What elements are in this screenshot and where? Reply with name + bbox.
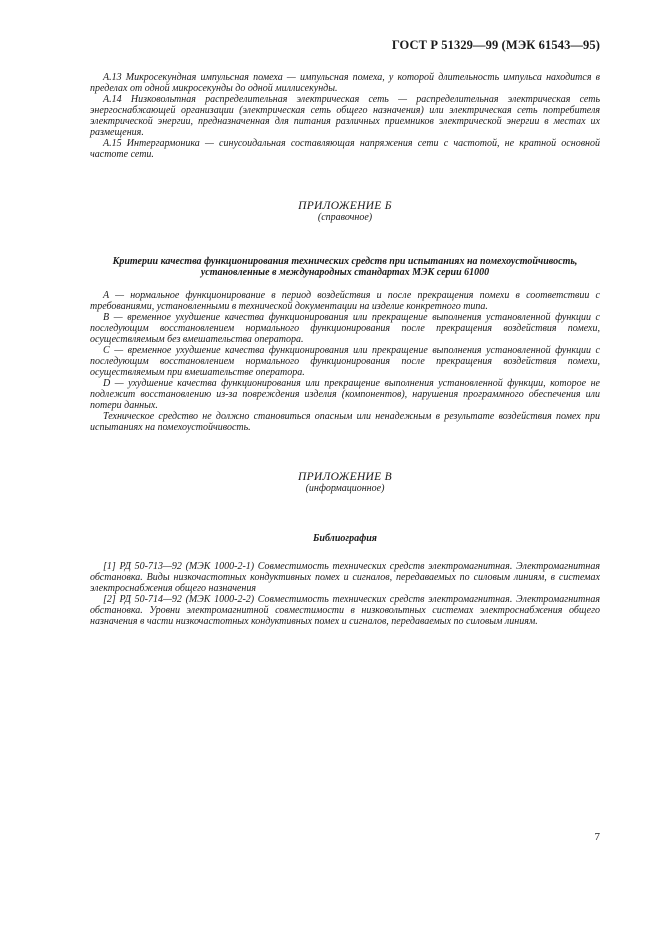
bibliography-block [90,561,600,627]
document-code-header: ГОСТ Р 51329—99 (МЭК 61543—95) [391,38,600,52]
definition-a14: A.14 Низковольтная распределительная электрическая сеть — распределительная электрическая сеть энергоснабжающей организации (электрическая сеть общего назначения) или электрическая сеть потребителя электрической энергии, предназначенная для питания различных приемников электрической энергии в местах их размещения. [90,94,600,138]
reference-1: [1] РД 50-713—92 (МЭК 1000-2-1) Совместимость технических средств электромагнитная. Электромагнитная обстановка. Виды низкочастотных кондуктивных помех и сигналов, передаваемых по силовым линиям, в системах электроснабжения общего назначения [90,561,600,594]
page-number: 7 [594,831,600,843]
appendix-b-title: ПРИЛОЖЕНИЕ Б [298,200,392,212]
bibliography-heading: Библиография [313,533,377,544]
criterion-d: D — ухудшение качества функционирования или прекращение выполнения установленной функции, которое не подлежит восстановлению из-за повреждения изделия (компонентов), нарушения программного обеспечения или потери данных. [90,378,600,411]
reference-2: [2] РД 50-714—92 (МЭК 1000-2-2) Совместимость технических средств электромагнитная. Электромагнитная обстановка. Уровни электромагнитной совместимости в низковольтных системах электроснабжения общего назначения в части низкочастотных кондуктивных помех и сигналов, передаваемых по силовым линиям. [90,594,600,627]
definition-a15: A.15 Интергармоника — синусоидальная составляющая напряжения сети с частотой, не кратной основной частоте сети. [90,138,600,160]
definitions-block [90,72,600,160]
criterion-c: C — временное ухудшение качества функционирования или прекращение выполнения установленной функции с последующим восстановлением нормального функционирования после прекращения воздействия помехи, осуществляемым при вмешательстве оператора. [90,345,600,378]
definition-a13: A.13 Микросекундная импульсная помеха — импульсная помеха, у которой длительность импульса находится в пределах от одной микросекунды до одной миллисекунды. [90,72,600,94]
criterion-a: A — нормальное функционирование в период воздействия и после прекращения помехи в соответствии с требованиями, установленными в технической документации на изделие конкретного типа. [90,290,600,312]
appendix-v-subtitle: (информационное) [305,483,385,494]
criteria-block [90,290,600,433]
appendix-v-title: ПРИЛОЖЕНИЕ В [298,471,392,483]
criterion-b: B — временное ухудшение качества функционирования или прекращение выполнения установленной функции с последующим восстановлением нормального функционирования после прекращения воздействия помехи, осуществляемым без вмешательства оператора. [90,312,600,345]
criteria-note: Техническое средство не должно становиться опасным или ненадежным в результате воздействия помех при испытаниях на помехоустойчивость. [90,411,600,433]
appendix-b-heading: Критерии качества функционирования технических средств при испытаниях на помехоустойчивость, установленные в международных стандартах МЭК серии 61000 [112,256,578,278]
appendix-b-subtitle: (справочное) [317,212,373,223]
